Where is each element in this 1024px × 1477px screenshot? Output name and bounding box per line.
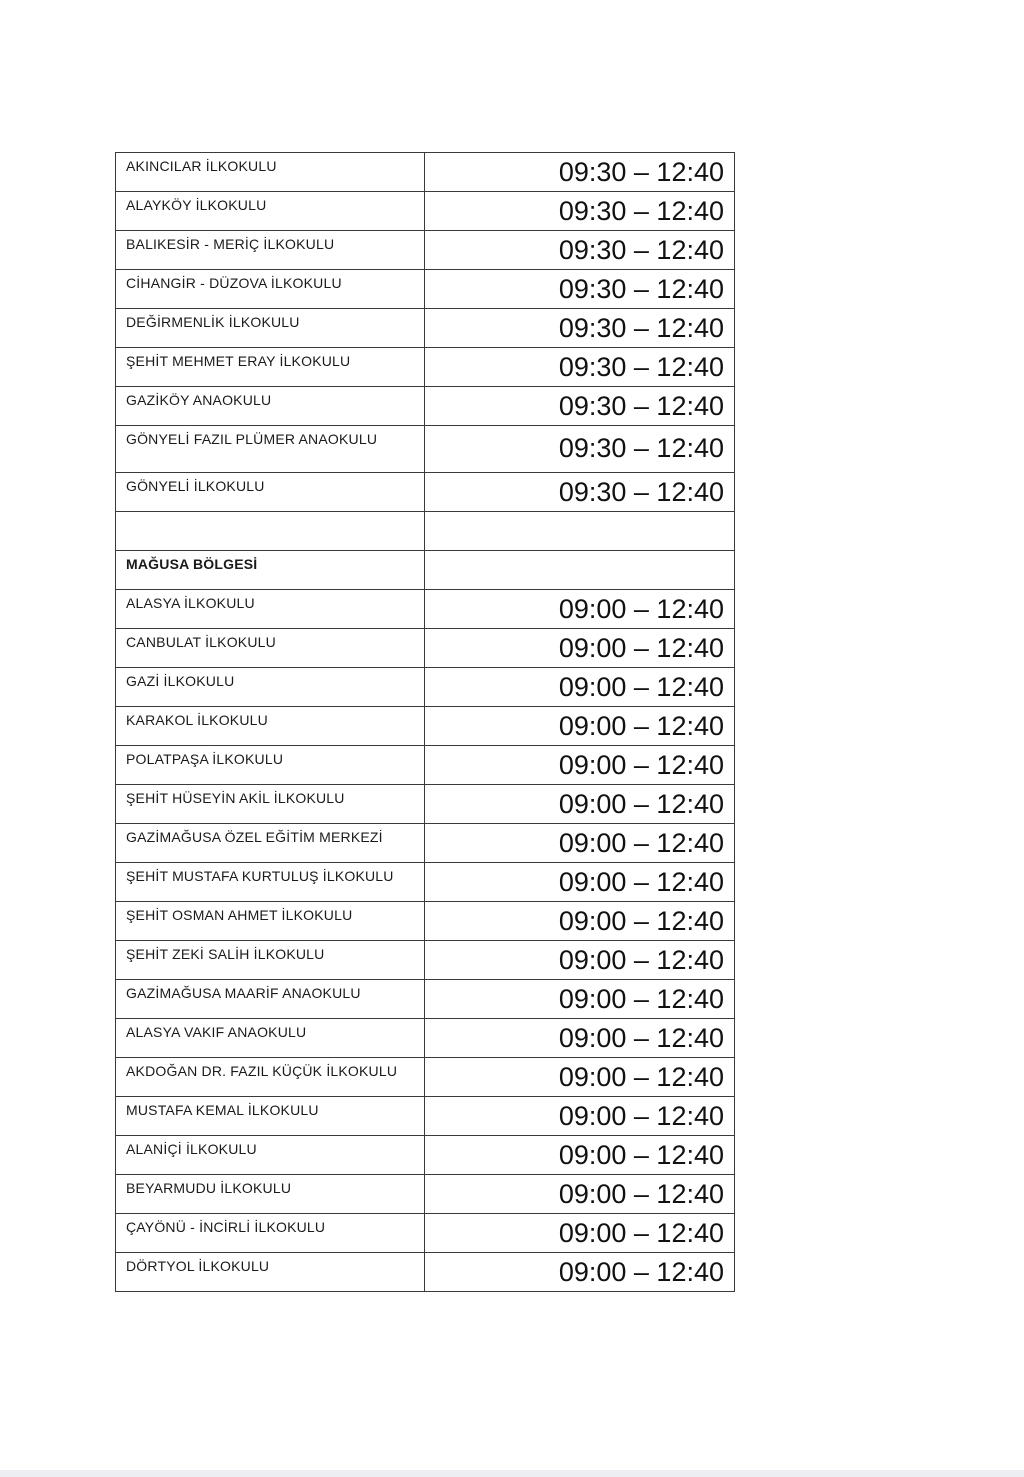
table-row [116,387,735,426]
time-cell [425,1058,735,1097]
time-range: 09:00 – 12:40 [558,1023,724,1053]
table-row [116,192,735,231]
school-name-cell [116,668,425,707]
school-name-cell [116,426,425,473]
school-name: DEĞİRMENLİK İLKOKULU [126,314,300,330]
table-row [116,902,735,941]
school-name-cell [116,153,425,192]
table-row [116,1214,735,1253]
school-name-cell [116,707,425,746]
time-cell [425,629,735,668]
table-row [116,231,735,270]
school-name: ŞEHİT MEHMET ERAY İLKOKULU [126,353,351,369]
school-name-cell [116,1136,425,1175]
time-range: 09:00 – 12:40 [558,594,724,624]
school-name-cell [116,231,425,270]
school-name-cell [116,1097,425,1136]
time-cell [425,707,735,746]
time-cell [425,1097,735,1136]
table-row [116,473,735,512]
school-name [116,512,424,516]
school-name: GAZİMAĞUSA ÖZEL EĞİTİM MERKEZİ [126,829,383,845]
empty-row [116,512,735,551]
school-name-cell [116,1058,425,1097]
school-name-cell [116,785,425,824]
time-cell [425,512,735,551]
time-range: 09:00 – 12:40 [558,1257,724,1287]
table-row [116,1136,735,1175]
school-name-cell [116,1175,425,1214]
time-cell [425,231,735,270]
time-cell [425,980,735,1019]
school-name: CİHANGİR - DÜZOVA İLKOKULU [126,275,342,291]
school-name: AKDOĞAN DR. FAZIL KÜÇÜK İLKOKULU [126,1063,398,1079]
school-name: GAZİKÖY ANAOKULU [126,392,272,408]
school-name: DÖRTYOL İLKOKULU [126,1258,270,1274]
table-row [116,426,735,473]
table-row [116,348,735,387]
school-name: ŞEHİT HÜSEYİN AKİL İLKOKULU [126,790,345,806]
school-name: GÖNYELİ FAZIL PLÜMER ANAOKULU [126,431,378,447]
school-name-cell [116,1214,425,1253]
school-name: POLATPAŞA İLKOKULU [126,751,284,767]
time-cell [425,153,735,192]
school-name-cell [116,746,425,785]
table-row [116,1175,735,1214]
time-range: 09:00 – 12:40 [558,1218,724,1248]
school-name: KARAKOL İLKOKULU [126,712,268,728]
time-cell [425,551,735,590]
table-row [116,270,735,309]
time-range: 09:30 – 12:40 [558,477,724,507]
time-cell [425,1136,735,1175]
time-range: 09:30 – 12:40 [558,196,724,226]
table-row [116,629,735,668]
table-row [116,785,735,824]
time-cell [425,746,735,785]
time-range: 09:30 – 12:40 [558,352,724,382]
time-cell [425,1214,735,1253]
school-name-cell [116,629,425,668]
time-range: 09:00 – 12:40 [558,789,724,819]
school-name: GAZİMAĞUSA MAARİF ANAOKULU [126,985,361,1001]
time-range: 09:00 – 12:40 [558,633,724,663]
school-name-cell [116,863,425,902]
table-row [116,1058,735,1097]
school-name-cell [116,941,425,980]
table-row [116,153,735,192]
time-cell [425,426,735,473]
school-name-cell [116,902,425,941]
time-cell [425,270,735,309]
school-name: GAZİ İLKOKULU [126,673,235,689]
time-cell [425,863,735,902]
time-range: 09:00 – 12:40 [558,711,724,741]
school-name-cell [116,824,425,863]
time-cell [425,387,735,426]
school-name: BEYARMUDU İLKOKULU [126,1180,292,1196]
time-cell [425,348,735,387]
table-row [116,1097,735,1136]
time-range: 09:00 – 12:40 [558,1062,724,1092]
school-name-cell [116,192,425,231]
time-cell [425,309,735,348]
school-name-cell [116,309,425,348]
school-name: BALIKESİR - MERİÇ İLKOKULU [126,236,335,252]
time-cell [425,473,735,512]
school-name-cell [116,1019,425,1058]
time-range: 09:00 – 12:40 [558,828,724,858]
school-name: ÇAYÖNÜ - İNCİRLİ İLKOKULU [126,1219,326,1235]
table-row [116,1253,735,1292]
time-range: 09:00 – 12:40 [558,1101,724,1131]
time-cell [425,941,735,980]
time-range: 09:00 – 12:40 [558,945,724,975]
school-name: ŞEHİT ZEKİ SALİH İLKOKULU [126,946,325,962]
school-name-cell [116,348,425,387]
time-range: 09:30 – 12:40 [558,235,724,265]
school-hours-table [115,152,735,1292]
table-row [116,309,735,348]
page-bottom-strip [0,1470,1024,1477]
time-range: 09:30 – 12:40 [558,313,724,343]
time-range: 09:00 – 12:40 [558,750,724,780]
time-range: 09:00 – 12:40 [558,1179,724,1209]
time-range: 09:00 – 12:40 [558,906,724,936]
school-name-cell [116,270,425,309]
table-row [116,707,735,746]
school-name-cell [116,512,425,551]
school-name-cell [116,473,425,512]
table-row [116,980,735,1019]
time-range: 09:00 – 12:40 [558,672,724,702]
time-range [425,512,734,515]
time-range [425,551,734,554]
table-row [116,1019,735,1058]
time-range: 09:30 – 12:40 [558,157,724,187]
section-title: MAĞUSA BÖLGESİ [126,556,258,572]
time-range: 09:00 – 12:40 [558,867,724,897]
school-name: ŞEHİT MUSTAFA KURTULUŞ İLKOKULU [126,868,394,884]
school-name: GÖNYELİ İLKOKULU [126,478,265,494]
school-name: ŞEHİT OSMAN AHMET İLKOKULU [126,907,353,923]
school-name-cell [116,387,425,426]
school-name: ALASYA VAKIF ANAOKULU [126,1024,307,1040]
school-name: CANBULAT İLKOKULU [126,634,276,650]
school-name: AKINCILAR İLKOKULU [126,158,277,174]
time-cell [425,902,735,941]
time-range: 09:30 – 12:40 [558,433,724,463]
time-cell [425,785,735,824]
time-cell [425,1175,735,1214]
time-range: 09:00 – 12:40 [558,984,724,1014]
table-row [116,863,735,902]
time-cell [425,824,735,863]
time-range: 09:00 – 12:40 [558,1140,724,1170]
school-name-cell [116,590,425,629]
table-row [116,941,735,980]
table-row [116,590,735,629]
school-name-cell [116,980,425,1019]
school-name: ALASYA İLKOKULU [126,595,255,611]
table-row [116,668,735,707]
time-range: 09:30 – 12:40 [558,274,724,304]
time-cell [425,1253,735,1292]
school-name-cell [116,1253,425,1292]
time-cell [425,192,735,231]
school-name: MUSTAFA KEMAL İLKOKULU [126,1102,319,1118]
time-range: 09:30 – 12:40 [558,391,724,421]
section-header-row [116,551,735,590]
table-row [116,746,735,785]
time-cell [425,668,735,707]
table-row [116,824,735,863]
school-name: ALAYKÖY İLKOKULU [126,197,267,213]
school-name: ALANİÇİ İLKOKULU [126,1141,257,1157]
section-title-cell [116,551,425,590]
time-cell [425,1019,735,1058]
time-cell [425,590,735,629]
